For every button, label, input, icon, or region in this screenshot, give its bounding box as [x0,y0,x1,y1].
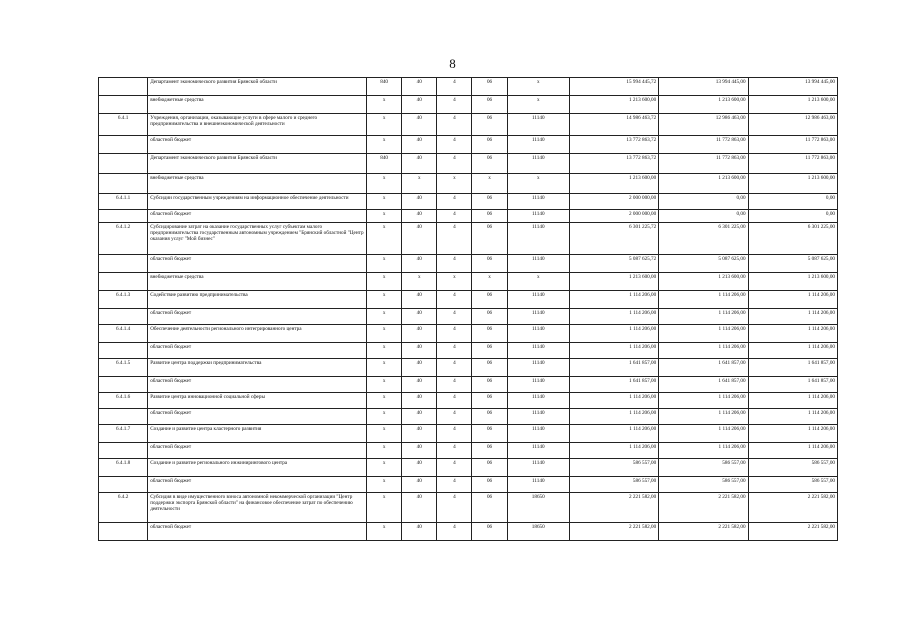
row-amount-2021-cell: 13 994 445,00 [748,78,837,96]
table-row [99,223,838,255]
row-vr-cell: 11140 [507,154,569,174]
row-tsr-cell: 06 [472,136,507,154]
row-tsr-cell: 06 [472,194,507,210]
row-pr-cell: 4 [437,96,472,114]
row-amount-2020-cell: 1 114 206,00 [659,425,748,443]
row-pr-cell: 4 [437,493,472,523]
row-pr-cell: 4 [437,359,472,377]
row-amount-2019-cell: 14 986 463,72 [569,114,658,136]
row-code-cell: 6.4.1.2 [99,223,148,255]
row-name-cell: Создание и развитие центра кластерного развития [148,425,367,443]
row-amount-2019-cell: 2 000 000,00 [569,210,658,223]
row-rz-cell: 40 [402,309,437,325]
row-pr-cell: 4 [437,459,472,477]
row-vr-cell: х [507,96,569,114]
row-grbs-cell: х [367,425,402,443]
row-grbs-cell: х [367,223,402,255]
row-vr-cell: 11140 [507,443,569,459]
row-rz-cell: 40 [402,325,437,343]
row-name-cell: Обеспечение деятельности регионального интегрированного центра [148,325,367,343]
row-rz-cell: 40 [402,523,437,541]
row-amount-2020-cell: 1 114 206,00 [659,343,748,359]
table-row [99,393,838,409]
row-amount-2021-cell: 0,00 [748,194,837,210]
row-vr-cell: 11140 [507,210,569,223]
row-rz-cell: 40 [402,493,437,523]
row-tsr-cell: 06 [472,223,507,255]
row-tsr-cell: 06 [472,459,507,477]
row-code-cell [99,78,148,96]
table-row [99,523,838,541]
page-number: 8 [449,56,456,71]
row-amount-2020-cell: 1 213 600,00 [659,96,748,114]
row-grbs-cell: х [367,359,402,377]
row-tsr-cell: 06 [472,493,507,523]
row-amount-2021-cell: 1 213 600,00 [748,273,837,291]
row-grbs-cell: 840 [367,154,402,174]
row-rz-cell: 40 [402,210,437,223]
row-tsr-cell: х [472,174,507,194]
row-pr-cell: 4 [437,393,472,409]
row-vr-cell: 11140 [507,359,569,377]
row-amount-2020-cell: 1 114 206,00 [659,325,748,343]
row-vr-cell: 11140 [507,309,569,325]
row-pr-cell: 4 [437,309,472,325]
row-amount-2019-cell: 1 641 857,00 [569,377,658,393]
row-vr-cell: 11140 [507,459,569,477]
row-amount-2020-cell: 13 994 445,00 [659,78,748,96]
row-code-cell: 6.4.2 [99,493,148,523]
row-code-cell: 6.4.1.6 [99,393,148,409]
row-code-cell [99,523,148,541]
row-rz-cell: 40 [402,154,437,174]
row-amount-2020-cell: 0,00 [659,210,748,223]
table-row [99,493,838,523]
row-code-cell [99,377,148,393]
row-name-cell: Субсидия в виде имущественного взноса автономной некоммерческой организации "Центр поддержки экспорта Брянской области" на финансовое обеспечение затрат по обеспечению деятельности [148,493,367,523]
row-grbs-cell: х [367,477,402,493]
row-vr-cell: 11140 [507,393,569,409]
row-amount-2020-cell: 1 114 206,00 [659,393,748,409]
table-row [99,343,838,359]
row-amount-2021-cell: 2 221 582,00 [748,523,837,541]
row-vr-cell: 11140 [507,114,569,136]
row-amount-2019-cell: 1 114 206,00 [569,325,658,343]
row-amount-2021-cell: 1 114 206,00 [748,309,837,325]
row-pr-cell: 4 [437,425,472,443]
row-rz-cell: 40 [402,291,437,309]
row-name-cell: областной бюджет [148,477,367,493]
row-amount-2021-cell: 11 772 863,00 [748,136,837,154]
table-row [99,443,838,459]
row-amount-2020-cell: 586 557,00 [659,459,748,477]
row-rz-cell: 40 [402,377,437,393]
row-amount-2019-cell: 1 114 206,00 [569,343,658,359]
row-tsr-cell: 06 [472,477,507,493]
row-amount-2019-cell: 6 301 225,72 [569,223,658,255]
row-pr-cell: 4 [437,343,472,359]
row-vr-cell: х [507,174,569,194]
table-row [99,114,838,136]
row-amount-2021-cell: 1 641 857,00 [748,377,837,393]
row-vr-cell: 18650 [507,523,569,541]
row-amount-2019-cell: 1 641 857,00 [569,359,658,377]
row-vr-cell: х [507,78,569,96]
row-amount-2019-cell: 586 557,00 [569,459,658,477]
table-row [99,154,838,174]
row-rz-cell: 40 [402,477,437,493]
row-tsr-cell: 06 [472,359,507,377]
row-amount-2021-cell: 0,00 [748,210,837,223]
row-pr-cell: 4 [437,154,472,174]
row-amount-2020-cell: 11 772 863,00 [659,154,748,174]
row-name-cell: областной бюджет [148,523,367,541]
row-name-cell: областной бюджет [148,255,367,273]
row-name-cell: областной бюджет [148,343,367,359]
row-amount-2020-cell: 12 986 463,00 [659,114,748,136]
row-tsr-cell: 06 [472,210,507,223]
row-rz-cell: 40 [402,459,437,477]
row-amount-2019-cell: 2 221 582,00 [569,523,658,541]
row-tsr-cell: 06 [472,309,507,325]
row-rz-cell: 40 [402,223,437,255]
row-rz-cell: 40 [402,136,437,154]
row-amount-2021-cell: 1 641 857,00 [748,359,837,377]
row-tsr-cell: 06 [472,78,507,96]
row-amount-2020-cell: 1 213 600,00 [659,273,748,291]
row-amount-2021-cell: 1 114 206,00 [748,409,837,425]
row-rz-cell: 40 [402,343,437,359]
row-name-cell: Создание и развитие регионального инжинирингового центра [148,459,367,477]
table-row [99,136,838,154]
row-amount-2019-cell: 5 087 625,72 [569,255,658,273]
row-pr-cell: 4 [437,78,472,96]
row-amount-2021-cell: 6 301 225,00 [748,223,837,255]
table-row [99,377,838,393]
row-amount-2020-cell: 1 641 857,00 [659,359,748,377]
row-amount-2021-cell: 12 986 463,00 [748,114,837,136]
row-amount-2019-cell: 1 213 600,00 [569,174,658,194]
row-tsr-cell: 06 [472,291,507,309]
row-amount-2021-cell: 1 213 600,00 [748,96,837,114]
table-row [99,309,838,325]
row-tsr-cell: 06 [472,343,507,359]
row-code-cell [99,273,148,291]
row-tsr-cell: 06 [472,443,507,459]
table-row [99,425,838,443]
row-rz-cell: 40 [402,255,437,273]
row-vr-cell: 11140 [507,477,569,493]
row-name-cell: Развитие центра поддержки предпринимательства [148,359,367,377]
table-row [99,409,838,425]
row-code-cell [99,255,148,273]
table-row [99,325,838,343]
row-amount-2020-cell: 11 772 863,00 [659,136,748,154]
row-grbs-cell: х [367,409,402,425]
row-pr-cell: х [437,273,472,291]
row-vr-cell: 11140 [507,343,569,359]
row-code-cell [99,96,148,114]
row-amount-2021-cell: 1 213 600,00 [748,174,837,194]
row-grbs-cell: х [367,377,402,393]
row-amount-2019-cell: 1 114 206,00 [569,309,658,325]
row-amount-2020-cell: 2 221 582,00 [659,523,748,541]
row-name-cell: Содействие развитию предпринимательства [148,291,367,309]
row-name-cell: областной бюджет [148,409,367,425]
row-tsr-cell: 06 [472,96,507,114]
row-amount-2020-cell: 1 641 857,00 [659,377,748,393]
row-amount-2021-cell: 1 114 206,00 [748,325,837,343]
row-rz-cell: 40 [402,114,437,136]
row-vr-cell: х [507,273,569,291]
row-amount-2020-cell: 5 087 625,00 [659,255,748,273]
row-grbs-cell: х [367,523,402,541]
row-code-cell: 6.4.1.8 [99,459,148,477]
row-amount-2021-cell: 586 557,00 [748,477,837,493]
row-amount-2019-cell: 1 213 600,00 [569,273,658,291]
row-rz-cell: 40 [402,425,437,443]
row-amount-2020-cell: 1 213 600,00 [659,174,748,194]
row-name-cell: Департамент экономического развития Брянской области [148,78,367,96]
row-rz-cell: 40 [402,96,437,114]
table-row [99,194,838,210]
row-grbs-cell: х [367,194,402,210]
row-rz-cell: 40 [402,78,437,96]
row-vr-cell: 11140 [507,223,569,255]
row-amount-2019-cell: 15 994 445,72 [569,78,658,96]
table-row [99,359,838,377]
row-name-cell: областной бюджет [148,136,367,154]
row-pr-cell: 4 [437,210,472,223]
row-pr-cell: 4 [437,136,472,154]
row-grbs-cell: х [367,325,402,343]
row-code-cell [99,174,148,194]
row-name-cell: Субсидии государственным учреждениям на информационное обеспечение деятельности [148,194,367,210]
row-code-cell [99,409,148,425]
row-code-cell [99,477,148,493]
row-pr-cell: 4 [437,194,472,210]
row-vr-cell: 11140 [507,194,569,210]
row-pr-cell: 4 [437,255,472,273]
row-pr-cell: 4 [437,409,472,425]
row-amount-2020-cell: 6 301 225,00 [659,223,748,255]
row-pr-cell: 4 [437,443,472,459]
row-amount-2021-cell: 1 114 206,00 [748,393,837,409]
row-pr-cell: 4 [437,114,472,136]
row-amount-2020-cell: 586 557,00 [659,477,748,493]
row-pr-cell: 4 [437,223,472,255]
row-rz-cell: 40 [402,359,437,377]
row-vr-cell: 11140 [507,377,569,393]
row-amount-2019-cell: 2 221 582,00 [569,493,658,523]
row-grbs-cell: х [367,114,402,136]
budget-table [98,77,838,541]
row-pr-cell: 4 [437,377,472,393]
row-tsr-cell: 06 [472,325,507,343]
row-name-cell: областной бюджет [148,210,367,223]
row-amount-2020-cell: 1 114 206,00 [659,309,748,325]
row-name-cell: Учреждения, организации, оказывающие услуги в сфере малого и среднего предпринимательства и внешнеэкономической деятельности [148,114,367,136]
row-name-cell: областной бюджет [148,377,367,393]
row-amount-2021-cell: 1 114 206,00 [748,343,837,359]
row-code-cell: 6.4.1.7 [99,425,148,443]
row-name-cell: внебюджетные средства [148,96,367,114]
row-name-cell: Субсидирование затрат на оказание государственных услуг субъектам малого предпринимательства государственным автономным учреждением "Брянский областной "Центр оказания услуг "Мой бизнес" [148,223,367,255]
row-code-cell: 6.4.1.4 [99,325,148,343]
row-code-cell: 6.4.1.1 [99,194,148,210]
row-vr-cell: 11140 [507,325,569,343]
row-rz-cell: 40 [402,409,437,425]
row-tsr-cell: 06 [472,114,507,136]
row-rz-cell: 40 [402,443,437,459]
row-amount-2019-cell: 1 213 600,00 [569,96,658,114]
row-pr-cell: 4 [437,523,472,541]
row-grbs-cell: 840 [367,78,402,96]
row-code-cell [99,443,148,459]
row-grbs-cell: х [367,459,402,477]
row-name-cell: внебюджетные средства [148,273,367,291]
row-amount-2021-cell: 1 114 206,00 [748,443,837,459]
row-amount-2021-cell: 586 557,00 [748,459,837,477]
row-code-cell [99,210,148,223]
row-name-cell: областной бюджет [148,309,367,325]
row-amount-2020-cell: 0,00 [659,194,748,210]
row-grbs-cell: х [367,343,402,359]
row-code-cell [99,136,148,154]
row-pr-cell: 4 [437,477,472,493]
row-amount-2019-cell: 586 557,00 [569,477,658,493]
row-amount-2019-cell: 2 000 000,00 [569,194,658,210]
row-vr-cell: 11140 [507,425,569,443]
budget-table-body [99,78,838,541]
row-amount-2019-cell: 1 114 206,00 [569,443,658,459]
row-amount-2019-cell: 1 114 206,00 [569,393,658,409]
row-tsr-cell: 06 [472,154,507,174]
row-amount-2021-cell: 5 087 625,00 [748,255,837,273]
row-grbs-cell: х [367,96,402,114]
table-row [99,477,838,493]
row-tsr-cell: 06 [472,523,507,541]
row-grbs-cell: х [367,136,402,154]
row-grbs-cell: х [367,493,402,523]
table-row [99,255,838,273]
row-grbs-cell: х [367,393,402,409]
row-code-cell [99,343,148,359]
row-amount-2020-cell: 1 114 206,00 [659,443,748,459]
row-amount-2019-cell: 1 114 206,00 [569,291,658,309]
table-row [99,174,838,194]
table-row [99,291,838,309]
row-name-cell: областной бюджет [148,443,367,459]
table-row [99,78,838,96]
row-code-cell: 6.4.1.5 [99,359,148,377]
row-vr-cell: 18650 [507,493,569,523]
row-pr-cell: 4 [437,325,472,343]
row-code-cell: 6.4.1 [99,114,148,136]
row-amount-2021-cell: 2 221 582,00 [748,493,837,523]
row-vr-cell: 11140 [507,291,569,309]
row-tsr-cell: 06 [472,393,507,409]
row-pr-cell: 4 [437,291,472,309]
row-grbs-cell: х [367,255,402,273]
row-name-cell: Развитие центра инновационной социальной сферы [148,393,367,409]
table-row [99,273,838,291]
row-vr-cell: 11140 [507,136,569,154]
row-grbs-cell: х [367,291,402,309]
row-tsr-cell: 06 [472,409,507,425]
row-name-cell: внебюджетные средства [148,174,367,194]
row-vr-cell: 11140 [507,409,569,425]
table-row [99,459,838,477]
row-code-cell: 6.4.1.3 [99,291,148,309]
row-grbs-cell: х [367,443,402,459]
row-tsr-cell: 06 [472,425,507,443]
row-amount-2019-cell: 13 772 863,72 [569,154,658,174]
row-code-cell [99,154,148,174]
row-rz-cell: х [402,174,437,194]
row-grbs-cell: х [367,210,402,223]
row-rz-cell: х [402,273,437,291]
row-name-cell: Департамент экономического развития Брянской области [148,154,367,174]
row-amount-2021-cell: 1 114 206,00 [748,291,837,309]
row-amount-2020-cell: 1 114 206,00 [659,291,748,309]
row-vr-cell: 11140 [507,255,569,273]
row-amount-2020-cell: 2 221 582,00 [659,493,748,523]
row-code-cell [99,309,148,325]
row-amount-2019-cell: 1 114 206,00 [569,425,658,443]
table-row [99,96,838,114]
row-tsr-cell: 06 [472,255,507,273]
row-grbs-cell: х [367,309,402,325]
row-tsr-cell: 06 [472,377,507,393]
row-rz-cell: 40 [402,393,437,409]
row-amount-2021-cell: 11 772 863,00 [748,154,837,174]
row-grbs-cell: х [367,174,402,194]
row-amount-2019-cell: 13 772 863,72 [569,136,658,154]
row-pr-cell: х [437,174,472,194]
table-row [99,210,838,223]
row-tsr-cell: х [472,273,507,291]
row-amount-2021-cell: 1 114 206,00 [748,425,837,443]
row-rz-cell: 40 [402,194,437,210]
row-amount-2019-cell: 1 114 206,00 [569,409,658,425]
row-grbs-cell: х [367,273,402,291]
row-amount-2020-cell: 1 114 206,00 [659,409,748,425]
